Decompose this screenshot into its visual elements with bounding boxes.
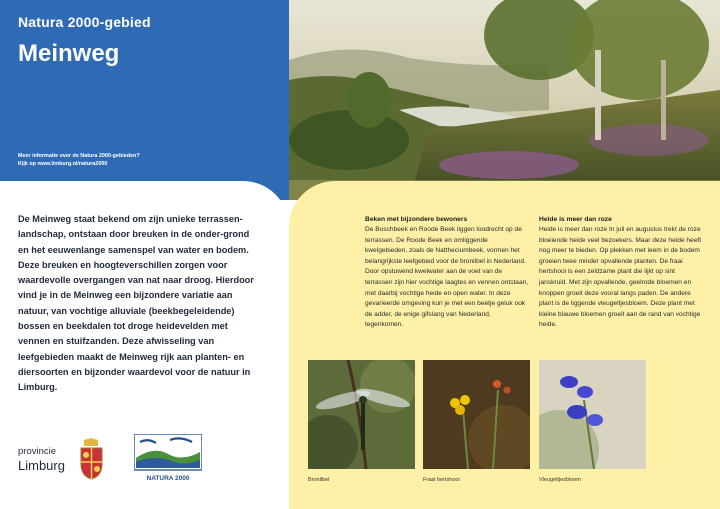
natura-logo-text: NATURA 2000 xyxy=(146,475,190,482)
info-line-1: Meer informatie over de Natura 2000-gebieden? xyxy=(18,153,140,159)
photo-milkwort xyxy=(539,360,646,469)
natura2000-logo xyxy=(134,434,202,484)
section-streams xyxy=(365,215,530,331)
photo-dragonfly xyxy=(308,360,415,469)
photo-caption: Fraai hertshooi xyxy=(423,477,460,483)
info-text xyxy=(18,152,140,168)
province-logo-name: Limburg xyxy=(18,458,65,473)
page-title: Meinweg xyxy=(18,40,120,67)
section-heath xyxy=(539,215,704,331)
photo-caption: Vleugeltjesbloem xyxy=(539,477,581,483)
section-body: Heide is meer dan roze In juli en augustus trekt de roze bloeiende heide veel bezoekers. Maar deze heide heeft nog meer te bieden. Op plekken met leem in de bodem groeien twee minder opvallende planten. De fraai hertshooi is een zeldzame plant die lijkt op sint janskruid. Met zijn opvallende, geelrode bloemen en knoppen groeit deze vooral langs paden. De andere plant is de liggende vleugeltjesbloem. Deze plant met kleine blauwe bloemen groeit aan de rand van vochtige heide. xyxy=(539,226,702,329)
hero-landscape-photo xyxy=(289,0,720,200)
photo-st-johns-wort xyxy=(423,360,530,469)
page-subtitle: Natura 2000-gebied xyxy=(18,14,151,30)
section-heading: Beken met bijzondere bewoners xyxy=(365,216,468,223)
province-logo-word: provincie xyxy=(18,446,57,457)
intro-paragraph: De Meinweg staat bekend om zijn unieke terrassen-landschap, ontstaan door breuken in de onder-grond en het eeuwenlange samenspel van water en bodem. Deze breuken en hoogteverschillen zorgen voor waardevolle overgangen van nat naar droog. Hierdoor vind je in de Meinweg een bijzondere variatie aan natuur, van vochtige alluviale (beekbegeleidende) bossen en beekdalen tot droge heidevelden met vennen en stuifzanden. Deze afwisseling van leefgebieden maakt de Meinweg rijk aan planten- en diersoorten en bijzonder waardevol voor de natuur in Limburg. xyxy=(18,214,254,393)
header-panel xyxy=(0,0,289,200)
section-body: De Boschbeek en Roode Beek liggen loodrecht op de terrassen. De Roode Beek en omliggende kwelgebieden, zoals de Nattheciumbeek, vormen het belangrijkste leefgebied voor de bronlibel in Nederland. Door opstuwend kwelwater aan de voet van de terrassen zijn hier vochtige laagtes en vennen ontstaan, met daarbij vochtige heide en open water. In deze gevarieerde omgeving kun je met een beetje geluk ook de adder, de enige gifslang van Nederland, tegenkomen. xyxy=(365,226,529,329)
section-heading: Heide is meer dan roze xyxy=(539,216,612,223)
info-line-2: Kijk op www.limburg.nl/natura2000 xyxy=(18,161,108,167)
limburg-crest-icon xyxy=(78,438,105,480)
photo-caption: Bronlibel xyxy=(308,477,330,483)
